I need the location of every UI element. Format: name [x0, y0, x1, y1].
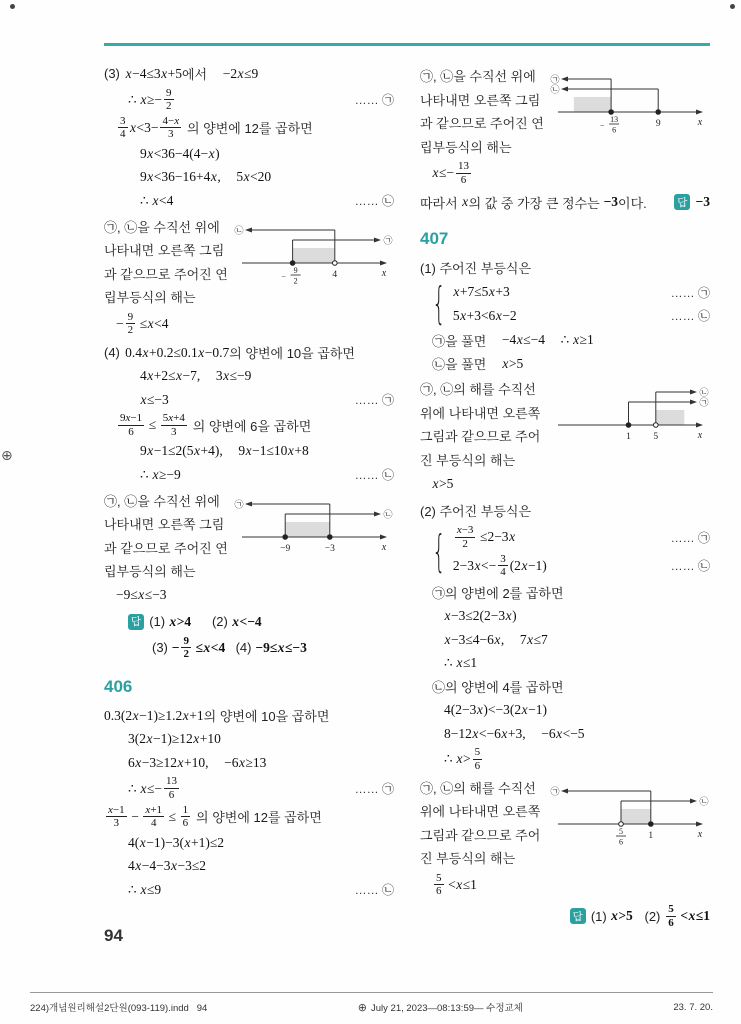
fraction-denominator: 3: [168, 128, 174, 141]
fraction: [455, 524, 476, 550]
fraction-denominator: 2: [166, 100, 172, 113]
ray-arrow-icon: [245, 227, 252, 232]
ray-reference-tag: ㉠: [550, 786, 560, 797]
fraction-numerator: 5x+4: [162, 412, 185, 425]
fraction-denominator: 2: [127, 324, 134, 337]
math-expression: −2x≤9: [222, 65, 259, 81]
korean-text: 따라서: [420, 195, 458, 211]
korean-text: (3): [104, 66, 120, 82]
korean-paragraph: ㉠, ㉡을 수직선 위에 나타내면 오른쪽 그림과 같으므로 주어진 연립부등식의 해는: [420, 69, 544, 155]
fraction-denominator: 6: [460, 173, 467, 186]
solution-text: [420, 378, 550, 496]
solution-text: [104, 216, 234, 338]
boundary-point: [290, 260, 295, 265]
reference-marker: …… ㉠: [354, 393, 394, 408]
point-label-denominator: 6: [619, 837, 623, 847]
fraction: [118, 412, 144, 438]
solution-line: [104, 878, 394, 902]
solution-shade-region: [574, 97, 611, 112]
fraction-denominator: 3: [171, 425, 177, 438]
footer-date: 23. 7. 20.: [673, 1001, 713, 1013]
solution-line: [104, 831, 394, 855]
fraction-denominator: 6: [168, 789, 175, 802]
math-expression: (2x−1): [509, 557, 547, 573]
boundary-point: [283, 534, 288, 539]
math-expression: 0.4x+0.2≤0.1x−0.7: [125, 344, 230, 360]
number-line-figure: [550, 780, 710, 848]
ray-arrow-icon: [561, 77, 568, 82]
crop-mark-top-right: [730, 4, 735, 9]
ray-reference-tag: ㉠: [234, 499, 244, 510]
axis-variable-label: x: [381, 541, 387, 553]
solution-shade-region: [621, 809, 651, 824]
math-expression: ∴ x≥−: [128, 91, 162, 107]
result-line: [420, 472, 550, 496]
reference-marker: …… ㉡: [670, 559, 710, 574]
axis-arrow-icon: [380, 260, 387, 265]
math-expression: 5x<20: [236, 169, 272, 185]
fraction: [498, 553, 508, 579]
fraction-numerator: 3: [120, 114, 126, 127]
math-expression: ∴ x≤9: [128, 881, 162, 897]
math-expression: x≤−: [432, 165, 455, 181]
ray-arrow-icon: [690, 390, 697, 395]
fraction-numerator: 9: [183, 634, 189, 647]
solution-line: [420, 256, 710, 280]
math-expression: 4x+2≤x−7,: [140, 368, 201, 384]
answer-badge: 답: [128, 614, 144, 630]
korean-text: 에서: [181, 67, 208, 83]
fraction-denominator: 4: [500, 566, 506, 579]
fraction-denominator: 6: [182, 817, 189, 830]
korean-text: (1): [149, 614, 166, 630]
math-expression: x: [462, 194, 469, 210]
math-expression: ≤x<4: [139, 315, 169, 331]
fraction-numerator: 9: [127, 310, 134, 323]
boundary-point: [328, 534, 333, 539]
inequality-system: [420, 523, 710, 580]
solution-with-figure: [420, 777, 710, 899]
math-expression: 2−3x<−: [452, 557, 497, 573]
page-content: [104, 62, 710, 930]
point-label: −3: [324, 543, 335, 554]
fraction-numerator: 13: [166, 775, 177, 788]
fraction: [118, 115, 128, 141]
korean-text: 의 양변에 12를 곱하면: [196, 810, 322, 826]
reference-marker: …… ㉠: [354, 782, 394, 797]
minus-sign: −: [599, 121, 605, 131]
point-label-denominator: 6: [612, 125, 617, 135]
result-line: [104, 584, 234, 608]
math-answer: x<−4: [232, 613, 262, 629]
solution-line: [104, 364, 394, 388]
fraction-denominator: 2: [462, 537, 468, 550]
korean-text: ㉡을 풀면: [432, 357, 487, 373]
math-expression: 9x−1≤10x+8: [238, 443, 309, 459]
point-label-numerator: 13: [610, 115, 619, 124]
number-line-figure: [234, 219, 394, 287]
footer-timestamp: July 21, 2023—08:13:59— 수정교체: [371, 1003, 523, 1014]
math-expression: <x≤1: [448, 876, 477, 892]
fraction-numerator: 5: [436, 871, 442, 884]
korean-paragraph: ㉠, ㉡을 수직선 위에 나타내면 오른쪽 그림과 같으므로 주어진 연립부등식의 해는: [104, 219, 228, 306]
reference-marker: …… ㉡: [354, 194, 394, 209]
solution-line: [420, 651, 710, 675]
fraction: [473, 746, 483, 772]
section-divider-rule: [104, 43, 710, 46]
number-line-figure: [550, 381, 710, 449]
fraction-numerator: 3: [500, 552, 506, 565]
print-footer: [30, 992, 713, 1014]
math-answer: −9≤x≤−3: [255, 639, 307, 655]
math-expression: −: [131, 808, 139, 824]
math-expression: ∴ x≥−9: [140, 466, 181, 482]
solution-line: [420, 628, 710, 652]
math-answer: <x≤1: [680, 908, 710, 924]
point-label: −9: [280, 543, 291, 554]
axis-arrow-icon: [696, 821, 703, 826]
registration-mark-icon: ⊕: [1, 447, 13, 463]
fraction-numerator: 9x−1: [120, 412, 143, 425]
boundary-point: [626, 423, 631, 428]
boundary-point: [333, 260, 338, 265]
system-brace: {: [432, 525, 446, 578]
solution-with-figure: [420, 378, 710, 496]
fraction: [434, 872, 444, 898]
korean-text: ㉠의 양변에 2를 곱하면: [432, 586, 564, 602]
math-expression: x>5: [502, 355, 524, 371]
fraction-denominator: 6: [436, 885, 442, 898]
math-expression: ∴ x>: [444, 751, 471, 767]
math-expression: ≤: [168, 808, 177, 824]
point-label-numerator: 9: [293, 265, 298, 275]
solution-with-figure: [420, 65, 710, 187]
korean-text: 의 양변에 6을 곱하면: [192, 418, 312, 434]
minus-sign: −: [281, 272, 286, 282]
boundary-point: [656, 110, 661, 115]
math-expression: x−3≤2(2−3x): [444, 608, 517, 624]
solution-line: [104, 704, 394, 728]
math-expression: ∴ x≤1: [444, 655, 478, 671]
solution-line: [104, 166, 394, 190]
math-expression: x>5: [432, 476, 454, 492]
solution-line: [104, 854, 394, 878]
system-brace: {: [432, 278, 446, 330]
ray-reference-tag: ㉠: [699, 397, 709, 408]
solution-line: [104, 388, 394, 412]
point-label: 1: [648, 830, 654, 841]
fraction: [160, 115, 181, 141]
boundary-point: [654, 423, 659, 428]
system-lines: [453, 280, 710, 327]
column-right: [420, 62, 710, 930]
fraction: [143, 804, 164, 830]
problem-number: 407: [420, 228, 449, 248]
korean-text: 의 값 중 가장 큰 정수는: [468, 195, 600, 211]
math-expression: 3(2x−1)≥12x+10: [128, 731, 221, 747]
korean-paragraph: ㉠, ㉡의 해를 수직선 위에 나타내면 오른쪽 그림과 같으므로 주어진 부등식의 해는: [420, 382, 541, 468]
fraction-numerator: 1: [182, 803, 189, 816]
ray-reference-tag: ㉡: [550, 84, 560, 95]
result-line: [420, 159, 550, 187]
fraction-numerator: x−3: [456, 524, 474, 537]
korean-text: (3): [152, 640, 168, 656]
page-number: 94: [104, 926, 123, 945]
fraction: [161, 412, 187, 438]
korean-text: (4): [104, 345, 120, 361]
solution-shade-region: [285, 522, 330, 537]
math-expression: 7x≤7: [519, 631, 548, 647]
ray-reference-tag: ㉡: [699, 387, 709, 398]
solution-line: [453, 552, 710, 580]
number-line-figure: [234, 493, 394, 561]
reference-marker: …… ㉡: [670, 309, 710, 324]
fraction: [164, 87, 174, 113]
solution-line: [420, 581, 710, 605]
fraction-numerator: x−1: [108, 803, 125, 816]
result-line: [420, 871, 550, 899]
point-label: 1: [626, 432, 631, 443]
fraction-denominator: 2: [183, 648, 189, 661]
fraction-numerator: 9: [166, 86, 172, 99]
solution-line: [420, 722, 710, 746]
solution-text: [104, 490, 234, 608]
axis-variable-label: x: [697, 117, 703, 128]
fraction-numerator: x+1: [145, 803, 163, 816]
math-expression: 4x−4−3x−3≤2: [128, 858, 207, 874]
math-expression: ∴ x<4: [140, 192, 174, 208]
ray-arrow-icon: [690, 798, 697, 803]
solution-line: [104, 463, 394, 487]
korean-text: 의 양변에 10을 곱하면: [229, 346, 355, 362]
math-answer: ≤x<4: [195, 639, 226, 655]
boundary-point: [619, 821, 624, 826]
korean-text: 이다.: [618, 195, 647, 211]
solution-line: [453, 304, 710, 328]
math-answer: −3: [603, 194, 619, 210]
solution-line: [104, 774, 394, 802]
solution-line: [104, 440, 394, 464]
math-expression: −4x≤−4: [501, 332, 546, 348]
math-expression: x<3−: [130, 119, 159, 135]
system-lines: [453, 523, 710, 580]
korean-text: (4): [235, 640, 252, 656]
axis-arrow-icon: [380, 534, 387, 539]
fraction: [164, 775, 179, 801]
fraction-denominator: 6: [128, 425, 134, 438]
math-expression: 4(x−1)−3(x+1)≤2: [128, 834, 224, 850]
math-expression: 9x<36−4(4−x): [140, 145, 220, 161]
axis-arrow-icon: [696, 423, 703, 428]
crop-mark-top-left: [10, 4, 15, 9]
solution-line: [104, 62, 394, 86]
solution-line: [420, 499, 710, 523]
point-label-numerator: 5: [619, 826, 623, 836]
fraction: [456, 160, 471, 186]
point-label: 4: [332, 269, 338, 280]
solution-shade-region: [293, 248, 335, 263]
math-answer: x>4: [169, 613, 192, 629]
point-label: 5: [653, 432, 659, 443]
fraction-denominator: 6: [474, 759, 481, 772]
math-expression: −6x<−5: [541, 725, 585, 741]
point-label: 9: [655, 119, 661, 129]
answer-badge: 답: [674, 194, 690, 210]
math-expression: −6x≥13: [224, 754, 267, 770]
fraction: [181, 804, 191, 830]
fraction-numerator: 13: [458, 160, 470, 172]
math-answer: −: [171, 639, 180, 655]
math-expression: 9x−1≤2(5x+4),: [140, 443, 223, 459]
number-line-figure: [550, 68, 710, 136]
ray-arrow-icon: [561, 788, 568, 793]
korean-text: (2) 주어진 부등식은: [420, 504, 532, 520]
korean-text: (1) 주어진 부등식은: [420, 261, 532, 277]
math-expression: −9≤x≤−3: [116, 587, 167, 603]
reference-marker: …… ㉠: [354, 93, 394, 108]
solution-line: [420, 902, 710, 930]
fraction: [106, 804, 127, 830]
result-line: [104, 310, 234, 338]
solution-line: [104, 751, 394, 775]
math-expression: x+7≤5x+3: [453, 284, 510, 300]
column-left: [104, 62, 394, 930]
boundary-point: [609, 110, 614, 115]
answer-badge: 답: [570, 908, 586, 924]
footer-timestamp-group: [358, 1000, 523, 1014]
solution-line: [104, 114, 394, 142]
korean-paragraph: ㉠, ㉡의 해를 수직선 위에 나타내면 오른쪽 그림과 같으므로 주어진 부등식의 해는: [420, 780, 541, 867]
reference-marker: …… ㉠: [670, 530, 710, 545]
korean-text: (2): [211, 614, 228, 630]
ray-arrow-icon: [245, 501, 252, 506]
solution-line: [453, 280, 710, 304]
math-expression: 9x<36−16+4x,: [140, 169, 221, 185]
ray-reference-tag: ㉡: [699, 796, 709, 807]
korean-text: 의 양변에 10을 곱하면: [203, 709, 330, 725]
solution-line: [420, 675, 710, 699]
korean-text: ㉠을 풀면: [432, 333, 487, 349]
solution-line: [104, 189, 394, 213]
math-expression: ≤2−3x: [480, 529, 516, 545]
fraction-denominator: 3: [113, 817, 120, 830]
axis-variable-label: x: [381, 267, 387, 279]
fraction-denominator: 4: [150, 817, 157, 830]
solution-line: [420, 328, 710, 352]
solution-text: [420, 777, 550, 899]
ray-arrow-icon: [374, 511, 381, 516]
solution-line: [420, 352, 710, 376]
solution-line: [104, 634, 394, 662]
math-expression: ∴ x≥1: [560, 332, 594, 348]
fraction: [126, 311, 136, 337]
solution-with-figure: [104, 216, 394, 338]
solution-line: [420, 745, 710, 773]
point-label-denominator: 2: [293, 276, 298, 286]
solution-line: [420, 604, 710, 628]
math-expression: 8−12x<−6x+3,: [444, 725, 526, 741]
registration-icon: ⊕: [357, 1001, 368, 1014]
math-expression: x≤−3: [140, 391, 169, 407]
math-expression: x−3≤4−6x,: [444, 631, 505, 647]
solution-line: [104, 803, 394, 831]
math-expression: 3x≤−9: [215, 368, 252, 384]
ray-reference-tag: ㉡: [234, 225, 244, 236]
axis-variable-label: x: [697, 828, 703, 840]
ray-arrow-icon: [690, 400, 697, 405]
solution-line: [104, 341, 394, 365]
math-expression: 0.3(2x−1)≥1.2x+1: [104, 707, 204, 723]
axis-arrow-icon: [696, 110, 703, 115]
fraction-answer: [666, 903, 676, 929]
fraction-denominator: 4: [120, 128, 126, 141]
fraction-numerator: 4−x: [162, 114, 180, 127]
ray-arrow-icon: [561, 87, 568, 92]
solution-line: [104, 610, 394, 634]
korean-text: ㉡의 양변에 4를 곱하면: [432, 680, 564, 696]
ray-reference-tag: ㉠: [383, 235, 393, 246]
math-expression: x−4≤3x+5: [125, 65, 182, 81]
ray-arrow-icon: [374, 237, 381, 242]
problem-number: 406: [104, 676, 133, 696]
solution-text: [420, 65, 550, 187]
math-expression: 6x−3≥12x+10,: [128, 754, 209, 770]
solution-with-figure: [104, 490, 394, 608]
math-answer: x>5: [611, 908, 633, 924]
solution-line: [453, 523, 710, 551]
math-answer: −3: [695, 194, 710, 210]
reference-marker: …… ㉠: [670, 285, 710, 300]
korean-paragraph: ㉠, ㉡을 수직선 위에 나타내면 오른쪽 그림과 같으므로 주어진 연립부등식의 해는: [104, 493, 228, 580]
solution-line: [104, 142, 394, 166]
math-expression: ≤: [148, 417, 157, 433]
korean-text: 의 양변에 12를 곱하면: [186, 121, 313, 137]
fraction-denominator: 6: [668, 916, 674, 929]
footer-filename: 224)개념원리해설2단원(093-119).indd 94: [30, 1003, 208, 1014]
solution-line: [104, 411, 394, 439]
boundary-point: [649, 821, 654, 826]
solution-line: [104, 727, 394, 751]
fraction-numerator: 5: [668, 902, 674, 915]
math-expression: 4(2−3x)<−3(2x−1): [444, 702, 547, 718]
inequality-system: [420, 278, 710, 330]
solution-line: [420, 698, 710, 722]
reference-marker: …… ㉡: [354, 468, 394, 483]
solution-shade-region: [656, 410, 685, 425]
korean-text: (2): [644, 908, 661, 924]
math-expression: −: [116, 315, 124, 331]
math-expression: ∴ x≤−: [128, 780, 162, 796]
ray-reference-tag: ㉡: [383, 509, 393, 520]
reference-marker: …… ㉡: [354, 883, 394, 898]
korean-text: (1): [590, 908, 607, 924]
solution-line: [104, 86, 394, 114]
solution-line: [420, 190, 710, 214]
ray-reference-tag: ㉠: [550, 74, 560, 85]
fraction-answer: [181, 635, 191, 661]
axis-variable-label: x: [697, 430, 703, 442]
fraction-numerator: 5: [474, 746, 481, 759]
math-expression: 5x+3<6x−2: [452, 307, 517, 323]
